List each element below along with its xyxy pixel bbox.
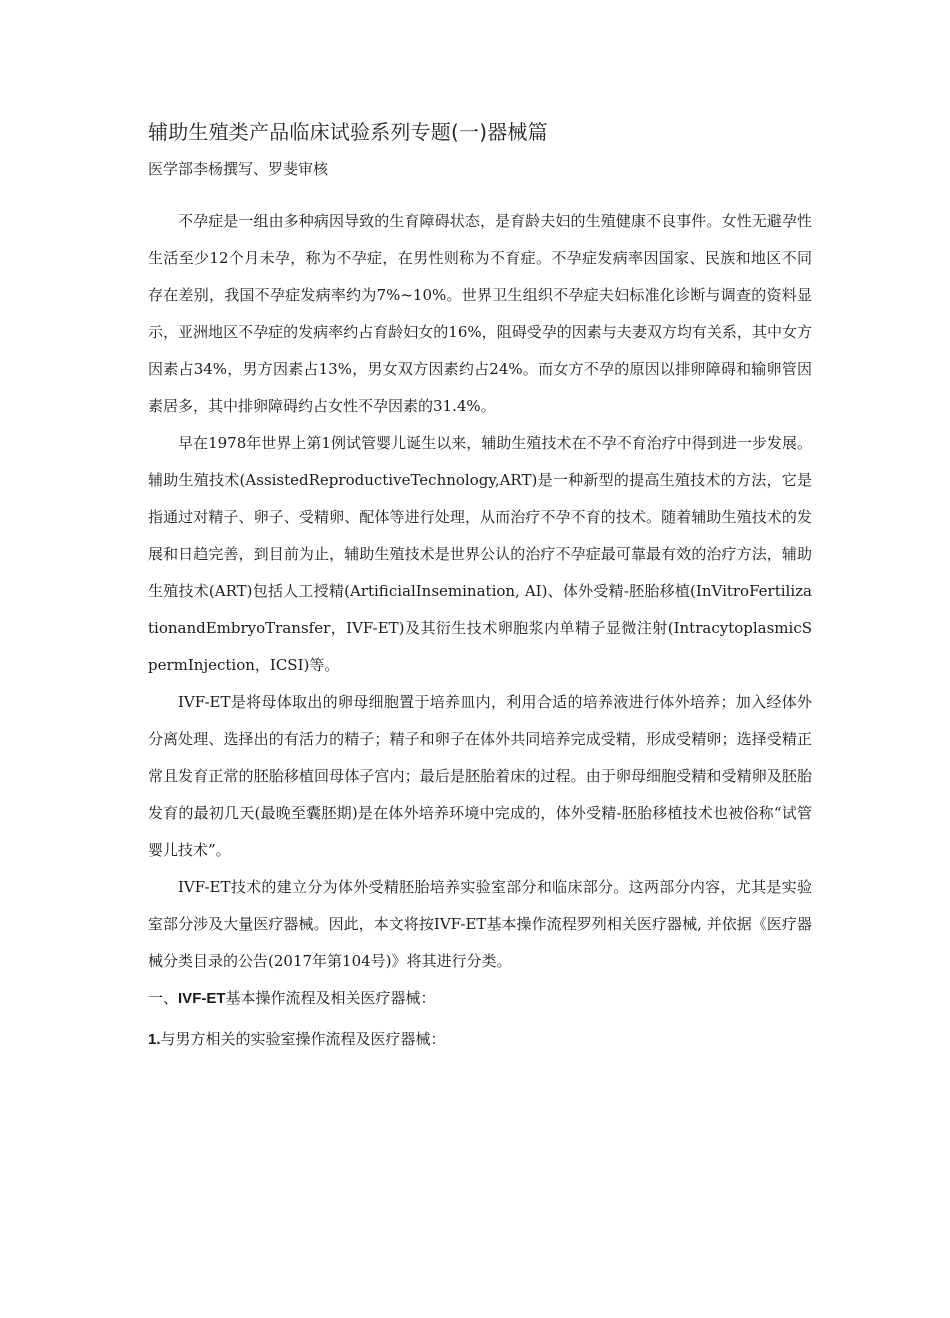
section-heading-ivf-et: IVF-ET	[178, 990, 226, 1007]
subsection-heading-text: 与男方相关的实验室操作流程及医疗器械：	[160, 1030, 446, 1048]
document-page	[148, 118, 812, 1058]
document-title: 辅助生殖类产品临床试验系列专题(一)器械篇	[148, 120, 548, 144]
paragraph-ivf-et-process: IVF-ET是将母体取出的卵母细胞置于培养皿内，利用合适的培养液进行体外培养；加入经体外分离处理、选择出的有活力的精子；精子和卵子在体外共同培养完成受精，形成受精卵；选择受精正常且发育正常的胚胎移植回母体子宫内；最后是胚胎着床的过程。由于卵母细胞受精和受精卵及胚胎发育的最初几天(最晚至囊胚期)是在体外培养环境中完成的，体外受精-胚胎移植技术也被俗称“试管婴儿技术”。	[148, 693, 812, 859]
section-heading-prefix: 一、	[148, 989, 179, 1007]
subsection-heading-1	[148, 1021, 812, 1058]
author-byline: 医学部李杨撰写、罗斐审核	[148, 160, 329, 178]
section-heading-1	[148, 980, 812, 1017]
paragraph-ivf-et-devices: IVF-ET技术的建立分为体外受精胚胎培养实验室部分和临床部分。这两部分内容，尤其是实验室部分涉及大量医疗器械。因此，本文将按IVF-ET基本操作流程罗列相关医疗器械, 并依据《医疗器械分类目录的公告(2017年第104号)》将其进行分类。	[148, 878, 812, 970]
section-heading-text: 基本操作流程及相关医疗器械：	[225, 989, 436, 1007]
paragraph-art-history: 早在1978年世界上第1例试管婴儿诞生以来，辅助生殖技术在不孕不育治疗中得到进一步发展。辅助生殖技术(AssistedReproductiveTechnology,ART)是一种新型的提高生殖技术的方法，它是指通过对精子、卵子、受精卵、配体等进行处理，从而治疗不孕不育的技术。随着辅助生殖技术的发展和日趋完善，到目前为止，辅助生殖技术是世界公认的治疗不孕症最可靠最有效的治疗方法，辅助生殖技术(ART)包括人工授精(ArtificialInsemination, AI)、体外受精-胚胎移植(InVitroFertilizationandEmbryoTransfer，IVF-ET)及其衍生技术卵胞浆内单精子显微注射(IntracytoplasmicSpermInjection，ICSI)等。	[148, 434, 812, 674]
paragraph-infertility-overview: 不孕症是一组由多种病因导致的生育障碍状态，是育龄夫妇的生殖健康不良事件。女性无避孕性生活至少12个月未孕，称为不孕症，在男性则称为不育症。不孕症发病率因国家、民族和地区不同存在差别，我国不孕症发病率约为7%~10%。世界卫生组织不孕症夫妇标准化诊断与调查的资料显示，亚洲地区不孕症的发病率约占育龄妇女的16%，阻碍受孕的因素与夫妻双方均有关系，其中女方因素占34%，男方因素占13%，男女双方因素约占24%。而女方不孕的原因以排卵障碍和输卵管因素居多，其中排卵障碍约占女性不孕因素的31.4%。	[148, 212, 812, 415]
subsection-number: 1.	[148, 1031, 161, 1048]
